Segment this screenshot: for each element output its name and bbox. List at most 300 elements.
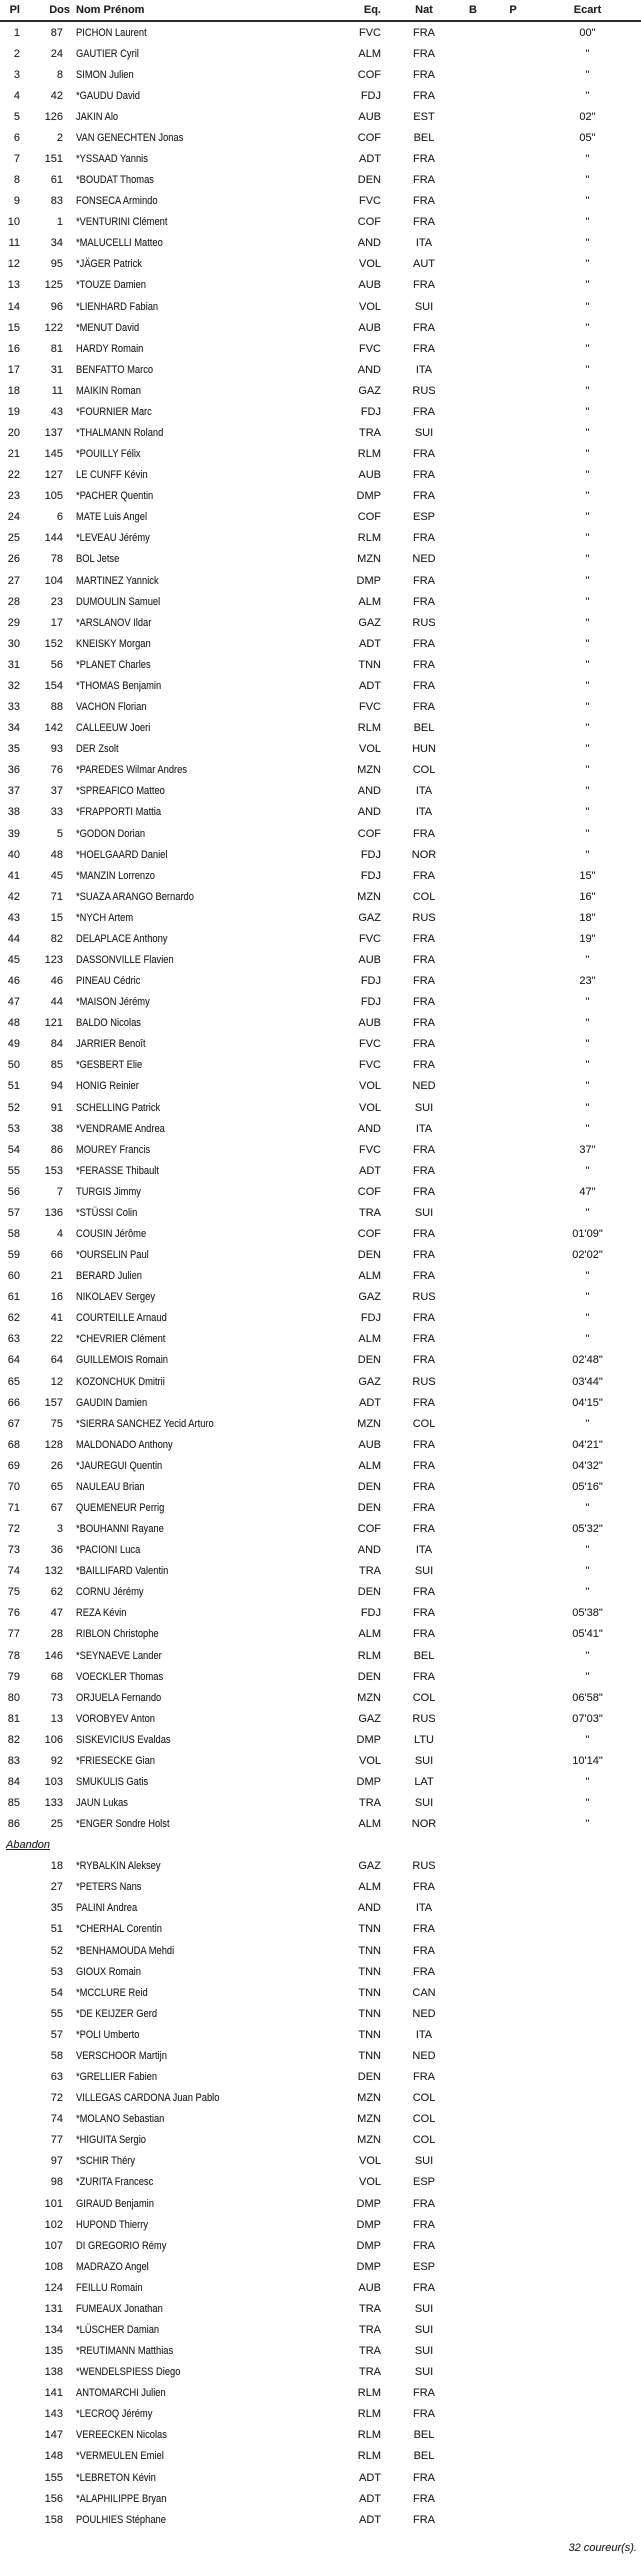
- result-row: [0, 1771, 641, 1792]
- gap-cell: '': [585, 89, 590, 102]
- rider-name-cell-text: GIOUX Romain: [76, 1965, 141, 1978]
- team-cell: FDJ: [360, 1312, 381, 1325]
- result-row: [0, 697, 641, 718]
- nation-cell: FRA: [413, 1038, 435, 1051]
- rider-name-cell-text: *MENUT David: [76, 321, 140, 334]
- team-cell: TRA: [359, 427, 381, 440]
- team-cell: AND: [357, 1544, 381, 1557]
- place-cell: 12: [7, 258, 20, 271]
- gap-cell: 01'09": [572, 1227, 603, 1240]
- rider-name-cell-text: *CHEVRIER Clément: [76, 1333, 166, 1346]
- rider-name-cell: [63, 1123, 341, 1135]
- bib-cell: 157: [44, 1396, 63, 1409]
- rider-name-cell: [63, 111, 341, 123]
- team-cell: DEN: [357, 1480, 381, 1493]
- rider-name-cell: [63, 322, 341, 334]
- nation-cell: FRA: [413, 953, 435, 966]
- nation-cell: RUS: [412, 1375, 436, 1388]
- rider-name-cell-text: SIMON Julien: [76, 68, 134, 81]
- result-row: [0, 928, 641, 949]
- bib-cell: 155: [44, 2471, 63, 2484]
- gap-cell: 06'58": [572, 1691, 603, 1704]
- team-cell: TRA: [359, 2323, 381, 2336]
- result-row: [0, 486, 641, 507]
- rider-name-cell-text: QUEMENEUR Perrig: [76, 1502, 165, 1514]
- nation-cell: FRA: [413, 174, 435, 187]
- result-row: [0, 549, 641, 570]
- place-cell: 80: [7, 1691, 20, 1704]
- gap-cell: '': [585, 1649, 590, 1662]
- rider-name-cell: [63, 1692, 341, 1704]
- nation-cell: FRA: [413, 1249, 435, 1262]
- rider-name-cell-text: CORNU Jérémy: [76, 1586, 144, 1599]
- gap-cell: '': [585, 1776, 590, 1789]
- rider-name-cell: [63, 532, 341, 544]
- bib-cell: 43: [50, 405, 63, 418]
- result-row: [0, 886, 641, 907]
- place-cell: 48: [7, 1017, 20, 1030]
- rider-name-cell-text: RIBLON Christophe: [76, 1628, 159, 1641]
- rider-name-cell: [63, 2113, 341, 2125]
- rider-name-cell-text: *PAREDES Wilmar Andres: [76, 764, 188, 777]
- rider-name-cell: [63, 575, 341, 587]
- nation-cell: FRA: [413, 1480, 435, 1493]
- team-cell: VOL: [358, 1754, 381, 1767]
- result-row: [0, 359, 641, 380]
- nation-cell: SUI: [414, 2323, 434, 2336]
- bib-cell: 76: [50, 764, 63, 777]
- rider-name-cell-text: NIKOLAEV Sergey: [76, 1291, 155, 1304]
- place-cell: 78: [7, 1649, 20, 1662]
- nation-cell: FRA: [413, 469, 435, 482]
- team-cell: AUB: [358, 953, 381, 966]
- place-cell: 54: [7, 1143, 20, 1156]
- results-table-body: [0, 22, 641, 1835]
- team-cell: GAZ: [358, 1712, 381, 1725]
- bib-cell: 98: [50, 2176, 63, 2189]
- rider-name-cell-text: BALDO Nicolas: [76, 1017, 141, 1030]
- nation-cell: FRA: [413, 2387, 435, 2400]
- bib-cell: 137: [44, 427, 63, 440]
- abandon-row: [0, 2003, 641, 2024]
- rider-name-cell-text: VACHON Florian: [76, 701, 147, 714]
- nation-cell: FRA: [413, 975, 435, 988]
- team-cell: GAZ: [358, 1291, 381, 1304]
- abandon-label: Abandon: [6, 1839, 51, 1852]
- place-cell: 37: [7, 785, 20, 798]
- team-cell: FVC: [359, 1143, 381, 1156]
- place-cell: 28: [7, 595, 20, 608]
- abandon-row: [0, 2488, 641, 2509]
- result-row: [0, 148, 641, 169]
- result-row: [0, 317, 641, 338]
- rider-name-cell: [63, 975, 341, 987]
- nation-cell: FRA: [413, 1017, 435, 1030]
- rider-name-cell: [63, 216, 341, 228]
- gap-cell: '': [585, 1038, 590, 1051]
- rider-name-cell: [63, 1713, 341, 1725]
- rider-name-cell: [63, 406, 341, 418]
- gap-cell: '': [585, 532, 590, 545]
- nation-cell: RUS: [412, 1712, 436, 1725]
- bib-cell: 17: [50, 616, 63, 629]
- team-cell: TNN: [358, 2007, 381, 2020]
- bib-cell: 26: [50, 1459, 63, 1472]
- rider-name-cell: [63, 174, 341, 186]
- bib-cell: 73: [50, 1691, 63, 1704]
- team-cell: TRA: [359, 2302, 381, 2315]
- team-cell: FVC: [359, 195, 381, 208]
- rider-name-cell: [63, 2345, 341, 2357]
- rider-name-cell: [63, 2050, 341, 2062]
- rider-name-cell-text: *SEYNAEVE Lander: [76, 1649, 162, 1662]
- rider-name-cell: [63, 1460, 341, 1472]
- nation-cell: ESP: [412, 2176, 435, 2189]
- rider-name-cell-text: *RYBALKIN Aleksey: [76, 1860, 161, 1873]
- gap-cell: '': [585, 806, 590, 819]
- gap-cell: 04'21": [572, 1438, 603, 1451]
- gap-cell: '': [585, 195, 590, 208]
- rider-name-cell: [63, 2176, 341, 2188]
- abandon-row: [0, 2235, 641, 2256]
- team-cell: DMP: [356, 2197, 381, 2210]
- rider-name-cell-text: *SUAZA ARANGO Bernardo: [76, 890, 194, 903]
- result-row: [0, 654, 641, 675]
- rider-name-cell: [63, 1249, 341, 1261]
- bib-cell: 4: [56, 1227, 63, 1240]
- bib-cell: 35: [50, 1902, 63, 1915]
- nation-cell: FRA: [413, 342, 435, 355]
- team-cell: ALM: [358, 1270, 381, 1283]
- bib-cell: 93: [50, 743, 63, 756]
- rider-name-cell-text: GAUTIER Cyril: [76, 47, 139, 60]
- result-row: [0, 338, 641, 359]
- bib-cell: 88: [50, 701, 63, 714]
- place-cell: 9: [13, 195, 20, 208]
- bib-cell: 75: [50, 1417, 63, 1430]
- gap-cell: '': [585, 384, 590, 397]
- place-cell: 71: [7, 1502, 20, 1514]
- rider-name-cell-text: *BOUDAT Thomas: [76, 174, 154, 187]
- place-cell: 5: [13, 110, 20, 123]
- place-cell: 47: [7, 996, 20, 1009]
- rider-name-cell: [63, 996, 341, 1008]
- rider-name-cell-text: *BOUHANNI Rayane: [76, 1523, 164, 1536]
- result-row: [0, 1013, 641, 1034]
- gap-cell: 37": [579, 1143, 596, 1156]
- place-cell: 79: [7, 1670, 20, 1683]
- rider-name-cell: [63, 1481, 341, 1493]
- nation-cell: NED: [412, 2049, 436, 2062]
- team-cell: COF: [357, 68, 381, 81]
- place-cell: 58: [7, 1227, 20, 1240]
- rider-name-cell: [63, 1586, 341, 1598]
- rider-name-cell: [63, 659, 341, 671]
- place-cell: 66: [7, 1396, 20, 1409]
- team-cell: MZN: [357, 1691, 381, 1704]
- rider-name-cell-text: *SCHIR Théry: [76, 2155, 136, 2168]
- bib-cell: 132: [44, 1565, 63, 1578]
- place-cell: 18: [7, 384, 20, 397]
- gap-cell: '': [585, 785, 590, 798]
- team-cell: VOL: [358, 1080, 381, 1093]
- abandon-row: [0, 2172, 641, 2193]
- team-cell: GAZ: [358, 616, 381, 629]
- rider-name-cell: [63, 195, 341, 207]
- rider-name-cell-text: VOROBYEV Anton: [76, 1712, 155, 1725]
- team-cell: AUB: [358, 1017, 381, 1030]
- rider-name-cell: [63, 1797, 341, 1809]
- result-row: [0, 528, 641, 549]
- bib-cell: 154: [44, 679, 63, 692]
- team-cell: AUB: [358, 2281, 381, 2294]
- bib-cell: 45: [50, 869, 63, 882]
- bib-cell: 141: [44, 2387, 63, 2400]
- rider-name-cell: [63, 1607, 341, 1619]
- rider-name-cell-text: *LÜSCHER Damian: [76, 2323, 160, 2336]
- nation-cell: SUI: [414, 1754, 434, 1767]
- team-cell: ADT: [359, 2513, 381, 2526]
- team-cell: AUB: [358, 321, 381, 334]
- gap-cell: '': [585, 616, 590, 629]
- bib-cell: 41: [50, 1312, 63, 1325]
- gap-cell: '': [585, 448, 590, 461]
- result-row: [0, 1287, 641, 1308]
- team-cell: DMP: [356, 2260, 381, 2273]
- rider-name-cell: [63, 2008, 341, 2020]
- gap-cell: '': [585, 511, 590, 524]
- rider-name-cell-text: *HIGUITA Sergio: [76, 2134, 146, 2147]
- nation-cell: SUI: [414, 1206, 434, 1219]
- nation-cell: LTU: [414, 1733, 434, 1746]
- gap-cell: '': [585, 658, 590, 671]
- nation-cell: COL: [412, 1691, 436, 1704]
- place-cell: 1: [13, 26, 20, 39]
- bib-cell: 71: [50, 890, 63, 903]
- team-cell: ADT: [359, 1164, 381, 1177]
- rider-name-cell: [63, 132, 341, 144]
- nation-cell: FRA: [413, 532, 435, 545]
- nation-cell: LAT: [414, 1776, 434, 1789]
- bib-cell: 81: [50, 342, 63, 355]
- rider-name-cell-text: *ARSLANOV Ildar: [76, 616, 152, 629]
- nation-cell: EST: [413, 110, 435, 123]
- place-cell: 82: [7, 1733, 20, 1746]
- bib-cell: 74: [50, 2113, 63, 2126]
- place-cell: 51: [7, 1080, 20, 1093]
- rider-name-cell-text: VERSCHOOR Martijn: [76, 2049, 167, 2062]
- result-row: [0, 971, 641, 992]
- rider-name-cell: [63, 258, 341, 270]
- bib-cell: 15: [50, 911, 63, 924]
- rider-name-cell-text: *MCCLURE Reid: [76, 1986, 148, 1999]
- bib-cell: 133: [44, 1797, 63, 1810]
- abandon-row: [0, 1940, 641, 1961]
- rider-name-cell: [63, 849, 341, 861]
- team-cell: MZN: [357, 890, 381, 903]
- nation-cell: FRA: [413, 1459, 435, 1472]
- place-cell: 83: [7, 1754, 20, 1767]
- rider-name-cell-text: *MANZIN Lorrenzo: [76, 869, 155, 882]
- result-row: [0, 233, 641, 254]
- abandon-row: [0, 1982, 641, 2003]
- rider-name-cell-text: MAIKIN Roman: [76, 384, 141, 397]
- gap-cell: '': [585, 279, 590, 292]
- rider-name-cell: [63, 764, 341, 776]
- result-row: [0, 1476, 641, 1497]
- gap-cell: '': [585, 237, 590, 250]
- rider-name-cell: [63, 2429, 341, 2441]
- rider-name-cell: [63, 1397, 341, 1409]
- rider-name-cell-text: BENFATTO Marco: [76, 363, 154, 376]
- bib-cell: 72: [50, 2092, 63, 2105]
- col-header-name: Nom Prénom: [76, 4, 145, 16]
- abandon-row: [0, 2088, 641, 2109]
- place-cell: 85: [7, 1797, 20, 1810]
- bib-cell: 31: [50, 363, 63, 376]
- rider-name-cell-text: VAN GENECHTEN Jonas: [76, 131, 184, 144]
- result-row: [0, 1223, 641, 1244]
- result-row: [0, 1118, 641, 1139]
- rider-name-cell-text: *VENDRAME Andrea: [76, 1122, 165, 1135]
- bib-cell: 152: [44, 637, 63, 650]
- result-row: [0, 1055, 641, 1076]
- place-cell: 22: [7, 469, 20, 482]
- place-cell: 84: [7, 1776, 20, 1789]
- nation-cell: FRA: [413, 1227, 435, 1240]
- result-row: [0, 1160, 641, 1181]
- gap-cell: '': [585, 258, 590, 271]
- bib-cell: 85: [50, 1059, 63, 1072]
- gap-cell: '': [585, 1544, 590, 1557]
- rider-name-cell-text: BERARD Julien: [76, 1270, 142, 1283]
- nation-cell: FRA: [413, 1354, 435, 1367]
- team-cell: FVC: [359, 1038, 381, 1051]
- place-cell: 53: [7, 1122, 20, 1135]
- team-cell: COF: [357, 216, 381, 229]
- result-row: [0, 1666, 641, 1687]
- place-cell: 32: [7, 679, 20, 692]
- rider-name-cell: [63, 1902, 341, 1914]
- bib-cell: 138: [44, 2366, 63, 2379]
- result-row: [0, 718, 641, 739]
- abandon-row: [0, 2193, 641, 2214]
- result-row: [0, 739, 641, 760]
- result-row: [0, 907, 641, 928]
- gap-cell: '': [585, 1797, 590, 1810]
- team-cell: TRA: [359, 1206, 381, 1219]
- rider-name-cell-text: *SIERRA SANCHEZ Yecid Arturo: [76, 1417, 214, 1430]
- bib-cell: 42: [50, 89, 63, 102]
- team-cell: DEN: [357, 1502, 381, 1514]
- rider-name-cell-text: FONSECA Armindo: [76, 195, 158, 208]
- rider-name-cell-text: NAULEAU Brian: [76, 1480, 145, 1493]
- nation-cell: FRA: [413, 1881, 435, 1894]
- abandon-section-header: [0, 1835, 641, 1856]
- team-cell: ADT: [359, 2492, 381, 2505]
- team-cell: ALM: [358, 595, 381, 608]
- team-cell: ALM: [358, 47, 381, 60]
- bib-cell: 2: [56, 131, 63, 144]
- rider-name-cell-text: GIRAUD Benjamin: [76, 2197, 154, 2210]
- bib-cell: 125: [44, 279, 63, 292]
- nation-cell: COL: [412, 2092, 436, 2105]
- place-cell: 17: [7, 363, 20, 376]
- rider-name-cell: [63, 954, 341, 966]
- rider-name-cell: [63, 1860, 341, 1872]
- gap-cell: '': [585, 996, 590, 1009]
- gap-cell: 16": [579, 890, 596, 903]
- rider-name-cell: [63, 448, 341, 460]
- abandon-row: [0, 2319, 641, 2340]
- bib-cell: 122: [44, 321, 63, 334]
- gap-cell: '': [585, 1733, 590, 1746]
- rider-name-cell: [63, 2408, 341, 2420]
- rider-name-cell: [63, 2514, 341, 2526]
- place-cell: 2: [13, 47, 20, 60]
- result-row: [0, 1413, 641, 1434]
- rider-count-note: 32 coureur(s).: [568, 2541, 637, 2554]
- rider-name-cell-text: *OURSELIN Paul: [76, 1249, 149, 1262]
- gap-cell: 05'32": [572, 1523, 603, 1536]
- bib-cell: 11: [51, 384, 63, 397]
- gap-cell: 15": [579, 869, 596, 882]
- nation-cell: FRA: [413, 68, 435, 81]
- team-cell: ALM: [358, 1628, 381, 1641]
- bib-cell: 78: [50, 553, 63, 566]
- rider-name-cell-text: SMUKULIS Gatis: [76, 1776, 149, 1789]
- bib-cell: 66: [50, 1249, 63, 1262]
- place-cell: 26: [7, 553, 20, 566]
- nation-cell: ITA: [415, 237, 433, 250]
- team-cell: TNN: [358, 2028, 381, 2041]
- nation-cell: SUI: [414, 2302, 434, 2315]
- rider-name-cell: [63, 1186, 341, 1198]
- rider-name-cell-text: CALLEEUW Joeri: [76, 722, 151, 735]
- team-cell: VOL: [358, 1101, 381, 1114]
- nation-cell: FRA: [413, 1185, 435, 1198]
- gap-cell: '': [585, 1164, 590, 1177]
- rider-name-cell-text: *ZURITA Francesc: [76, 2176, 154, 2189]
- bib-cell: 62: [50, 1586, 63, 1599]
- rider-name-cell: [63, 1144, 341, 1156]
- bib-cell: 126: [44, 110, 63, 123]
- bib-cell: 104: [44, 574, 63, 587]
- rider-name-cell: [63, 1312, 341, 1324]
- result-row: [0, 1793, 641, 1814]
- rider-name-cell-text: VILLEGAS CARDONA Juan Pablo: [76, 2092, 220, 2105]
- rider-name-cell: [63, 1354, 341, 1366]
- nation-cell: FRA: [413, 2218, 435, 2231]
- bib-cell: 16: [50, 1291, 63, 1304]
- place-cell: 3: [13, 68, 20, 81]
- bib-cell: 107: [44, 2239, 63, 2252]
- team-cell: FDJ: [360, 405, 381, 418]
- rider-name-cell: [63, 1945, 341, 1957]
- bib-cell: 91: [50, 1101, 63, 1114]
- rider-name-cell: [63, 1270, 341, 1282]
- nation-cell: AUT: [413, 258, 435, 271]
- result-row: [0, 22, 641, 43]
- abandon-row: [0, 2151, 641, 2172]
- bib-cell: 151: [44, 153, 63, 165]
- gap-cell: '': [585, 701, 590, 714]
- bib-cell: 146: [44, 1649, 63, 1662]
- nation-cell: ESP: [412, 2260, 435, 2273]
- place-cell: 38: [7, 806, 20, 819]
- rider-name-cell-text: MARTINEZ Yannick: [76, 574, 159, 587]
- team-cell: TRA: [359, 2366, 381, 2379]
